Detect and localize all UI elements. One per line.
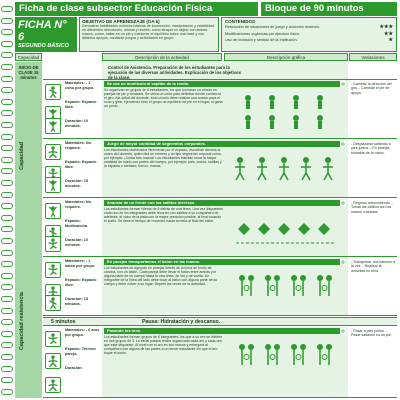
materials-column [64,80,101,138]
spiral-ring [1,296,13,302]
spiral-ring [1,134,13,140]
activity-description: Los estudiantes se agrupan en parejas detrás de la línea de fondo de cancha, con un balón. Cada pareja debe llevar el balón entre ambas por alguna parte de su cuerpo hasta la otra línea, de ida y de vuelta. Un integrante de la línea del lado debe tocar al balón con alguna parte de su cuerpo y debe volver a su lugar. Repetir las veces de la actividad. [104,266,218,287]
space-text: Espacio: Espacio libre. [65,100,97,109]
contents-item [225,37,393,44]
activity-graphic [226,207,346,256]
materials-column [64,199,101,256]
icon-column [43,327,63,397]
exercise-figure-icon [45,377,61,393]
variations-column: - Desplazarse saltando a pies juntos. - En parejas tomadas de la mano. [349,140,397,197]
contents-item-label: Modificaciones orgánicas por ejercicio físico. [225,31,301,36]
header-bar [15,2,397,16]
spiral-ring [1,284,13,290]
materials-column [64,140,101,197]
activity-body [102,206,348,256]
capacity-vertical-label: Capacidad [19,142,25,170]
row-divider [43,315,397,316]
exercise-figure-icon [45,203,61,219]
spiral-ring [1,99,13,105]
duration-text: Duración: 15 minutos. [65,297,88,306]
top-info [15,17,397,52]
spiral-ring [1,64,13,70]
spiral-ring [1,366,13,372]
activity-description: Los estudiantes forman hileras de 6 detrás de una línea. Una vez dispuestos cada uno de los integrantes debe recorrer con saltitos a su compañero de adelante, al cabo de la pista con la mayor precisión posible, al final tocando el suelo. Se lleva el tiempo de recorrido hasta la meta al final del salón. [104,207,223,224]
activity-row [102,327,348,397]
exercise-figure-icon [45,177,61,193]
spiral-ring [1,180,13,186]
materials-text: Materiales: - 6 aros por grupo. [65,328,100,337]
exercise-figure-icon [45,118,61,134]
pause-minutes: 5 minutos [51,318,76,325]
spiral-ring [1,238,13,244]
activity-row [102,199,348,256]
materials-column [64,258,101,315]
graphic-icon: ◎ [341,259,345,264]
objective-text: Demostrar habilidades motrices básicas de locomoción, manipulación y estabilidad en diferentes direcciones, alturas y niveles, como atrapar un objeto con ambas manos, correr, saltar en un pie y mantener el equilibrio sobre una base y con distintos apoyos, mediante juegos y actividades en grupo. [82,24,215,41]
activity-title-bar [104,81,346,87]
col-header-graphic: Descripción gráfica [224,53,348,61]
sheet-title: Ficha de clase subsector Educación Física [15,2,258,16]
row-divider [43,256,397,257]
variations-column: - Transportar dos balones a la vez. - Realizar la actividad en tríos. [349,258,397,315]
icon-column [43,199,63,256]
spiral-ring [1,192,13,198]
spiral-ring [1,18,13,24]
materials-text: Materiales: No requiere. [65,200,91,209]
activity-title: Pasando los aros. [107,328,142,333]
block-duration: Bloque de 90 minutos [261,2,397,16]
icon-column [43,258,63,315]
spiral-ring [1,145,13,151]
materials-text: Materiales: - 1 cono por grupo. [65,81,95,90]
graphic-icon: ◎ [341,200,345,205]
ficha-box [15,17,77,52]
spiral-ring [1,110,13,116]
stars-rating: ★★★ [379,24,393,30]
materials-text: Materiales: No requiere. [65,141,91,150]
space-text: Espacio: Multicancha. [65,219,88,228]
variations-column: - Cambiar la dirección del giro. - Cambiar el pie de apoyo. [349,80,397,138]
inicio-text: Control de Asistencia. Preparación de los estudiantes para la ejecución de las diversas actividades. Explicación de los objetivos de la clase. [108,65,241,79]
activity-graphic [226,266,346,315]
activity-body [102,334,348,385]
activity-title: Se cae un montículo al capitán de la ronda. [107,81,190,86]
graphic-icon: ◎ [341,81,345,86]
spiral-ring [1,215,13,221]
contents-title: CONTENIDOS [225,19,256,24]
duration-text: Duración: 10 minutos. [65,238,88,247]
activity-body [102,265,348,315]
activity-body [102,147,348,197]
row-divider [43,397,397,398]
duration-text: Duración: [65,366,83,371]
activity-description: Los estudiantes forman grupos de 6 integrantes, los que a su vez se dividen en dos grupos de 3. La señal pasará recibe organizarla cada aro y cada uno que este dispuesto. Al nivel con el aro en sus manos y entregará al compañero con alguna de las partes a un tercer estudiante sin que el aro toque el suelo. [104,335,223,356]
spiral-ring [1,41,13,47]
activity-graphic [226,88,346,137]
inicio-row [102,62,348,79]
stars-rating: ★★ [384,30,393,37]
ficha-number: FICHA N° 6 [18,19,67,43]
materials-column [64,327,101,397]
spiral-ring [1,389,13,395]
exercise-figure-icon [45,353,61,369]
pause-row [43,317,397,326]
duration-text: Duración: 10 minutos. [65,119,88,128]
capacity-column [15,62,42,398]
materials-text: Materiales: - 1 balón por grupo. [65,259,96,268]
row-divider [43,197,397,198]
spiral-ring [1,122,13,128]
objective-box [79,17,219,52]
activity-title-bar [104,259,346,265]
spiral-ring [1,331,13,337]
activity-title: En parejas transportamos el balón en las manos. [107,259,201,264]
activity-title: Avanzar de un frente con los saltitos inversos. [107,200,196,205]
col-header-capacity: Capacidad [15,53,42,61]
icon-column [43,140,63,197]
spiral-ring [1,261,13,267]
activity-graphic [226,148,346,197]
spiral-ring [1,250,13,256]
space-text: Espacio: Espacio libre. [65,278,97,287]
activity-title: Juego de mayor cantidad de segmentos corporales. [107,141,206,146]
activity-body [102,87,348,138]
variations-column: - Pasar a pies juntos. - Pasar saltando en un pie. [349,327,397,397]
ficha-level: SEGUNDO BÁSICO [18,43,69,49]
objective-title: OBJETIVO DE APRENDIZAJE (OA 6) [82,19,160,24]
contents-item-label: Resolución de situaciones de juego y acciones motrices. [225,25,321,29]
duration-text: Duración: 15 minutos. [65,179,88,188]
spiral-ring [1,377,13,383]
activity-title-bar [104,200,346,206]
spiral-ring [1,203,13,209]
stars-rating: ★ [388,37,393,43]
exercise-figure-icon [45,295,61,311]
activity-title-bar [104,141,346,147]
activity-description: Se organizan en grupos de 6 estudiantes, los que formaran un círculo en parejas de pie y tomados. Se ubica un cono para delimitar donde comienza el giro. Ala señal del docente, todo círculo debe realizar una torsión para el cono y girar, ejerciendo todo el grupo un equilibrio de pie en el lugar; si gana un punto. [104,88,223,109]
spiral-ring [1,6,13,12]
activity-description: Los estudiantes distribuidos libremente por el espacio, escuchan atentos la orden del docente, quien dirá un número y un tipo segmento corporal como, por ejemplo: ¡Juntar tres manos! Los estudiantes intentan tocar la mayor cantidad de suelo con partes del cuerpo, por ejemplo: pies, codos, rodillas y la espalda o sentado, tronco, manos. [104,148,222,169]
spiral-ring [1,319,13,325]
spiral-ring [1,87,13,93]
exercise-figure-icon [45,144,61,160]
spiral-ring [1,273,13,279]
activity-row [102,80,348,138]
spiral-ring [1,52,13,58]
icon-column [43,80,63,138]
space-text: Espacio: Terreno parejo. [65,347,96,356]
graphic-icon: ◎ [341,328,345,333]
activity-row [102,258,348,315]
spiral-ring [1,354,13,360]
space-text: Espacio: Espacio libre. [65,160,97,169]
variations-column: - Regreso retrocediendo. - Tomar las tobillos con las manos cruzadas. [349,199,397,256]
spiral-ring [1,342,13,348]
lesson-sheet [15,2,397,398]
contents-item-label: Uso de inclusión y sentido de la Institución. [225,38,298,42]
pause-text: Pausa: Hidratación y descanso. [142,318,221,325]
col-header-description: Descripción de la actividad [102,53,222,61]
spiral-ring [1,29,13,35]
col-header-variations: Variaciones [349,53,397,61]
exercise-figure-icon [45,331,61,347]
row-divider [43,138,397,139]
activity-row [102,140,348,197]
spiral-ring [1,308,13,314]
graphic-icon: ◎ [341,141,345,146]
exercise-figure-icon [45,236,61,252]
exercise-figure-icon [45,84,61,100]
spiral-binding [0,0,14,400]
exercise-figure-icon [45,262,61,278]
capacity-vertical-label: Capacidad resistencia [19,292,25,351]
spiral-ring [1,76,13,82]
spiral-ring [1,157,13,163]
inicio-label: INICIO DE CLASE 15 minutos [18,65,39,80]
spiral-ring [1,226,13,232]
contents-box [221,17,397,52]
activity-graphic [226,335,346,384]
spiral-ring [1,168,13,174]
activity-title-bar [104,328,346,334]
